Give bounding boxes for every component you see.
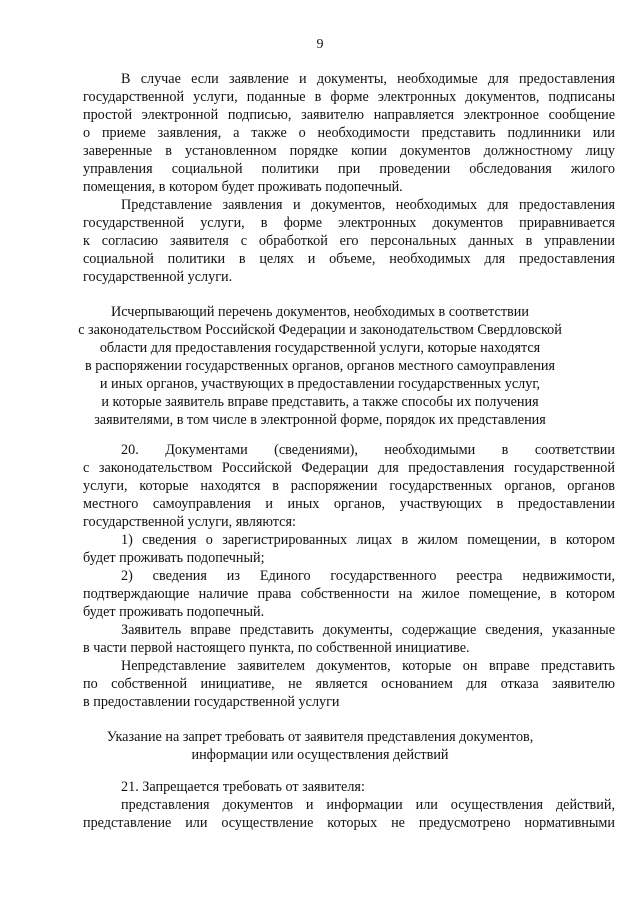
text-line: заверенные в установленном порядке копии документов должностному лицу xyxy=(83,143,615,159)
text-line: подтверждающие наличие права собственности на жилое помещение, в котором xyxy=(83,586,615,602)
section-heading-line: Исчерпывающий перечень документов, необходимых в соответствии xyxy=(111,304,529,320)
section-heading-line: и иных органов, участвующих в предоставлении государственных услуг, xyxy=(99,376,541,392)
text-line: с законодательством Российской Федерации для предоставления государственной xyxy=(83,460,615,476)
page-number: 9 xyxy=(316,37,324,52)
text-line: простой электронной подписью, заявителю направляется электронное сообщение xyxy=(83,107,615,123)
text-line: представление или осуществление которых не предусмотрено нормативными xyxy=(83,815,615,831)
text-line: 1) сведения о зарегистрированных лицах в жилом помещении, в котором xyxy=(121,532,615,548)
text-line: будет проживать подопечный. xyxy=(83,604,265,620)
text-line: Непредставление заявителем документов, которые он вправе представить xyxy=(121,658,615,674)
text-line: 20. Документами (сведениями), необходимыми в соответствии xyxy=(121,442,615,458)
text-line: к согласию заявителя с обработкой его персональных данных в управлении xyxy=(83,233,615,249)
text-line: социальной политики в целях и объеме, необходимых для предоставления xyxy=(83,251,615,267)
text-line: государственной услуги, в форме электронных документов приравнивается xyxy=(83,215,615,231)
text-line: 2) сведения из Единого государственного реестра недвижимости, xyxy=(121,568,615,584)
text-line: о приеме заявления, а также о необходимости представить подлинники или xyxy=(83,125,615,141)
text-line: в предоставлении государственной услуги xyxy=(83,694,340,710)
text-line: государственной услуги. xyxy=(83,269,233,285)
text-line: услуги, которые находятся в распоряжении государственных органов, органов xyxy=(83,478,615,494)
section-heading-line: с законодательством Российской Федерации и законодательством Свердловской xyxy=(78,322,562,338)
text-line: Представление заявления и документов, необходимых для предоставления xyxy=(121,197,615,213)
section-heading-line: Указание на запрет требовать от заявителя представления документов, xyxy=(106,729,534,745)
text-line: 21. Запрещается требовать от заявителя: xyxy=(121,779,365,795)
section-heading-line: заявителями, в том числе в электронной форме, порядок их представления xyxy=(94,412,546,428)
text-line: государственной услуги, являются: xyxy=(83,514,296,530)
section-heading-line: и которые заявитель вправе представить, а также способы их получения xyxy=(101,394,539,410)
text-line: будет проживать подопечный; xyxy=(83,550,265,566)
text-line: по собственной инициативе, не является основанием для отказа заявителю xyxy=(83,676,615,692)
text-line: управления социальной политики при проведении обследования жилого xyxy=(83,161,615,177)
text-line: В случае если заявление и документы, необходимые для предоставления xyxy=(121,71,615,87)
section-heading-line: информации или осуществления действий xyxy=(191,747,449,763)
text-line: Заявитель вправе представить документы, содержащие сведения, указанные xyxy=(121,622,615,638)
text-line: в части первой настоящего пункта, по собственной инициативе. xyxy=(83,640,470,656)
text-line: государственной услуги, поданные в форме электронных документов, подписаны xyxy=(83,89,615,105)
section-heading-line: области для предоставления государственной услуги, которые находятся xyxy=(99,340,541,356)
section-heading-line: в распоряжении государственных органов, органов местного самоуправления xyxy=(85,358,555,374)
text-line: помещения, в котором будет проживать подопечный. xyxy=(83,179,403,195)
text-line: местного самоуправления и иных органов, участвующих в предоставлении xyxy=(83,496,615,512)
text-line: представления документов и информации или осуществления действий, xyxy=(121,797,615,813)
